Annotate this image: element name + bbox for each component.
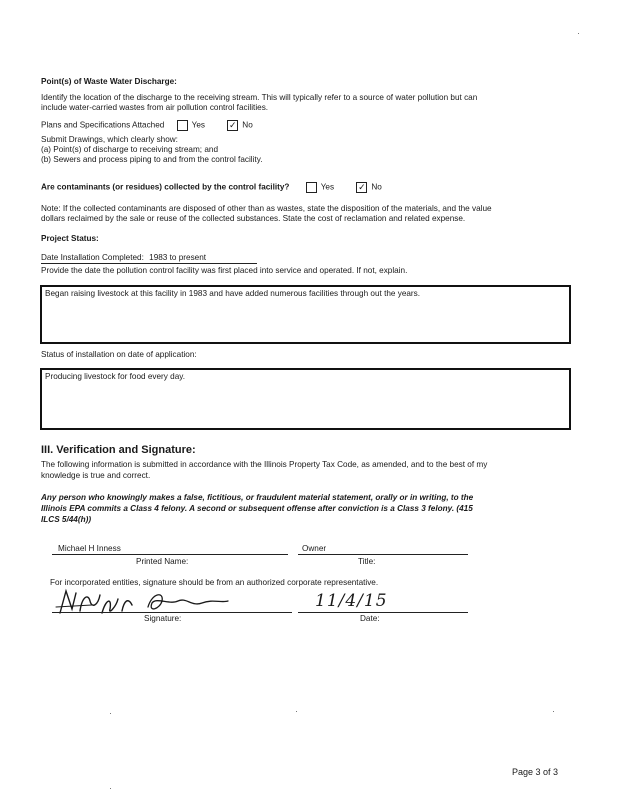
- plans-no-checkbox[interactable]: ✓: [229, 120, 237, 130]
- contaminants-note-line2: dollars reclaimed by the sale or reuse of the collected substances. State the cost of reclamation and related expense.: [41, 214, 466, 223]
- contaminants-no-checkbox[interactable]: ✓: [358, 182, 366, 192]
- installation-date-value[interactable]: 1983 to present: [149, 253, 207, 262]
- printed-name-label: Printed Name:: [136, 557, 189, 566]
- contaminants-note-line1: Note: If the collected contaminants are disposed of other than as wastes, state the disposition of the materials, and the value: [41, 204, 492, 213]
- installation-status-label: Status of installation on date of application:: [41, 350, 197, 359]
- explanation-answer: Began raising livestock at this facility in 1983 and have added numerous facilities through out the years.: [45, 289, 421, 298]
- project-status-heading: Project Status:: [41, 234, 99, 243]
- verification-title: III. Verification and Signature:: [41, 444, 196, 456]
- plans-yes-checkbox[interactable]: [177, 120, 188, 131]
- submit-drawings-line2: (a) Point(s) of discharge to receiving stream; and: [41, 145, 219, 154]
- discharge-instruction-line1: Identify the location of the discharge to the receiving stream. This will typically refer to a source of water pollution but can: [41, 93, 478, 102]
- plans-attached-row: [41, 120, 253, 131]
- installation-date-underline: [41, 263, 257, 264]
- scan-speck: [553, 711, 554, 712]
- title-line: [298, 554, 468, 555]
- plans-no-label: No: [242, 120, 253, 130]
- corporate-representative-note: For incorporated entities, signature should be from an authorized corporate representative.: [50, 578, 379, 587]
- installation-status-answer: Producing livestock for food every day.: [45, 372, 186, 381]
- discharge-instruction-line2: include water-carried wastes from air pollution control facilities.: [41, 103, 269, 112]
- contaminants-no-label: No: [371, 182, 382, 192]
- plans-yes-label: Yes: [191, 120, 205, 130]
- verification-statement-line2: knowledge is true and correct.: [41, 471, 151, 480]
- plans-attached-label: Plans and Specifications Attached: [41, 120, 165, 130]
- title-value[interactable]: Owner: [302, 544, 327, 553]
- felony-warning-line2: Illinois EPA commits a Class 4 felony. A second or subsequent offense after conviction is a Class 3 felony. (415: [41, 504, 473, 513]
- page-number: Page 3 of 3: [512, 767, 559, 777]
- signature-label: Signature:: [144, 614, 182, 623]
- title-label: Title:: [358, 557, 376, 566]
- provide-date-instruction: Provide the date the pollution control facility was first placed into service and operated. If not, explain.: [41, 266, 408, 275]
- contaminants-question: Are contaminants (or residues) collected by the control facility?: [41, 182, 290, 192]
- verification-statement-line1: The following information is submitted in accordance with the Illinois Property Tax Code, as amended, and to the best of my: [41, 460, 488, 469]
- felony-warning-line1: Any person who knowingly makes a false, fictitious, or fraudulent material statement, orally or in writing, to the: [41, 493, 474, 502]
- signature-date-value[interactable]: 11/4/15: [315, 591, 388, 611]
- printed-name-line: [52, 554, 288, 555]
- discharge-heading: Point(s) of Waste Water Discharge:: [41, 77, 177, 86]
- installation-status-textbox[interactable]: [40, 368, 571, 430]
- installation-date-label: Date Installation Completed:: [41, 253, 144, 262]
- submit-drawings-line3: (b) Sewers and process piping to and from the control facility.: [41, 155, 263, 164]
- felony-warning-line3: ILCS 5/44(h)): [41, 515, 92, 524]
- scan-speck: [296, 711, 297, 712]
- scan-speck: [110, 713, 111, 714]
- scan-speck: [110, 788, 111, 789]
- contaminants-yes-label: Yes: [320, 182, 335, 192]
- contaminants-row: [41, 182, 382, 193]
- signature-line: [52, 612, 292, 613]
- contaminants-yes-checkbox[interactable]: [306, 182, 317, 193]
- printed-name-value[interactable]: Michael H Inness: [58, 544, 121, 553]
- submit-drawings-line1: Submit Drawings, which clearly show:: [41, 135, 178, 144]
- explanation-textbox[interactable]: [40, 285, 571, 344]
- date-line: [298, 612, 468, 613]
- date-label: Date:: [360, 614, 380, 623]
- scan-speck: [578, 33, 579, 34]
